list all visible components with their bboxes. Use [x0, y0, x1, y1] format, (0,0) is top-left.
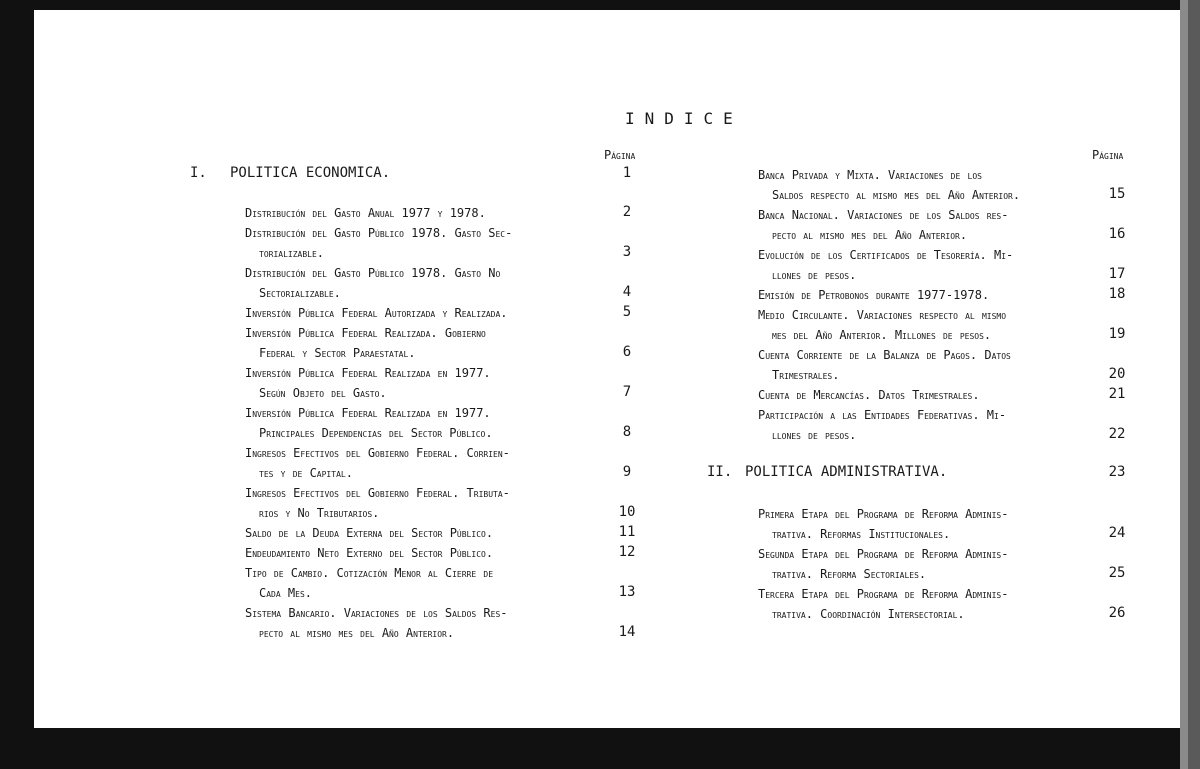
toc-entry-text: trativa. Reformas Institucionales.: [772, 527, 951, 541]
toc-page-number: 20: [1108, 366, 1126, 382]
toc-entry-text: trativa. Coordinación Intersectorial.: [772, 607, 965, 621]
toc-page-number: 26: [1108, 605, 1126, 621]
toc-entry-text: Saldos respecto al mismo mes del Año Anterior.: [772, 188, 1021, 202]
toc-page-number: 13: [618, 584, 636, 600]
toc-page-number: 19: [1108, 326, 1126, 342]
toc-page-number: 7: [622, 384, 632, 400]
toc-entry-text: Inversión Pública Federal Realizada en 1977.: [245, 406, 491, 420]
toc-page-number: 9: [622, 464, 632, 480]
toc-page-number: 17: [1108, 266, 1126, 282]
toc-page-number: 14: [618, 624, 636, 640]
page-column-header-left: Página: [604, 148, 636, 162]
index-title: INDICE: [625, 109, 743, 128]
toc-entry-text: Inversión Pública Federal Realizada. Gobierno: [245, 326, 486, 340]
toc-entry-text: Distribución del Gasto Público 1978. Gasto Sec-: [245, 226, 513, 240]
toc-page-number: 3: [622, 244, 632, 260]
section-roman: II.: [707, 464, 733, 480]
toc-entry-text: Sectorializable.: [259, 286, 341, 300]
toc-entry-text: Distribución del Gasto Anual 1977 y 1978.: [245, 206, 486, 220]
toc-entry-text: Saldo de la Deuda Externa del Sector Público.: [245, 526, 494, 540]
toc-page-number: 4: [622, 284, 632, 300]
toc-entry-text: mes del Año Anterior. Millones de pesos.: [772, 328, 992, 342]
toc-entry-text: Inversión Pública Federal Autorizada y Realizada.: [245, 306, 508, 320]
toc-entry-text: Cuenta de Mercancías. Datos Trimestrales.: [758, 388, 980, 402]
toc-page-number: 18: [1108, 286, 1126, 302]
toc-entry-text: tes y de Capital.: [259, 466, 353, 480]
toc-entry-text: Sistema Bancario. Variaciones de los Saldos Res-: [245, 606, 508, 620]
section-title: POLITICA ECONOMICA.: [230, 165, 391, 181]
toc-page-number: 24: [1108, 525, 1126, 541]
toc-page-number: 21: [1108, 386, 1126, 402]
toc-entry-text: Tercera Etapa del Programa de Reforma Adminis-: [758, 587, 1009, 601]
scan-border-right-dark: [1188, 0, 1200, 769]
toc-page-number: 11: [618, 524, 636, 540]
toc-entry-text: Según Objeto del Gasto.: [259, 386, 387, 400]
toc-entry-text: Primera Etapa del Programa de Reforma Adminis-: [758, 507, 1009, 521]
toc-entry-text: trativa. Reforma Sectoriales.: [772, 567, 927, 581]
toc-page-number: 8: [622, 424, 632, 440]
toc-entry-text: Segunda Etapa del Programa de Reforma Adminis-: [758, 547, 1009, 561]
section-roman: I.: [190, 165, 207, 181]
toc-entry-text: pecto al mismo mes del Año Anterior.: [259, 626, 455, 640]
toc-entry-text: Endeudamiento Neto Externo del Sector Público.: [245, 546, 494, 560]
toc-entry-text: torializable.: [259, 246, 325, 260]
scan-border-top: [0, 0, 1200, 10]
toc-page-number: 16: [1108, 226, 1126, 242]
toc-entry-text: llones de pesos.: [772, 268, 857, 282]
toc-entry-text: Cuenta Corriente de la Balanza de Pagos. Datos: [758, 348, 1011, 362]
toc-page-number: 10: [618, 504, 636, 520]
document-page: [34, 10, 1180, 728]
toc-entry-text: Ingresos Efectivos del Gobierno Federal. Corrien-: [245, 446, 510, 460]
toc-entry-text: Medio Circulante. Variaciones respecto al mismo: [758, 308, 1007, 322]
toc-page-number: 5: [622, 304, 632, 320]
toc-entry-text: rios y No Tributarios.: [259, 506, 380, 520]
section-title: POLITICA ADMINISTRATIVA.: [745, 464, 948, 480]
toc-entry-text: Banca Nacional. Variaciones de los Saldos res-: [758, 208, 1009, 222]
toc-entry-text: Emisión de Petrobonos durante 1977-1978.: [758, 288, 990, 302]
toc-page-number: 22: [1108, 426, 1126, 442]
scan-border-bottom: [0, 728, 1200, 769]
toc-entry-text: Banca Privada y Mixta. Variaciones de los: [758, 168, 982, 182]
toc-entry-text: Ingresos Efectivos del Gobierno Federal. Tributa-: [245, 486, 510, 500]
page-column-header-right: Página: [1092, 148, 1124, 162]
toc-entry-text: Principales Dependencias del Sector Público.: [259, 426, 493, 440]
section-page-number: 1: [622, 165, 632, 181]
toc-entry-text: Cada Mes.: [259, 586, 312, 600]
toc-page-number: 25: [1108, 565, 1126, 581]
toc-page-number: 12: [618, 544, 636, 560]
toc-page-number: 6: [622, 344, 632, 360]
toc-entry-text: Distribución del Gasto Público 1978. Gasto No: [245, 266, 501, 280]
toc-entry-text: Federal y Sector Paraestatal.: [259, 346, 416, 360]
toc-entry-text: Participación a las Entidades Federativas. Mi-: [758, 408, 1007, 422]
scan-border-left: [0, 0, 34, 769]
section-page-number: 23: [1108, 464, 1126, 480]
toc-entry-text: Tipo de Cambio. Cotización Menor al Cierre de: [245, 566, 494, 580]
toc-page-number: 15: [1108, 186, 1126, 202]
toc-entry-text: Evolución de los Certificados de Tesorería. Mi-: [758, 248, 1014, 262]
toc-entry-text: Inversión Pública Federal Realizada en 1977.: [245, 366, 491, 380]
toc-entry-text: pecto al mismo mes del Año Anterior.: [772, 228, 968, 242]
toc-entry-text: Trimestrales.: [772, 368, 840, 382]
toc-page-number: 2: [622, 204, 632, 220]
toc-entry-text: llones de pesos.: [772, 428, 857, 442]
